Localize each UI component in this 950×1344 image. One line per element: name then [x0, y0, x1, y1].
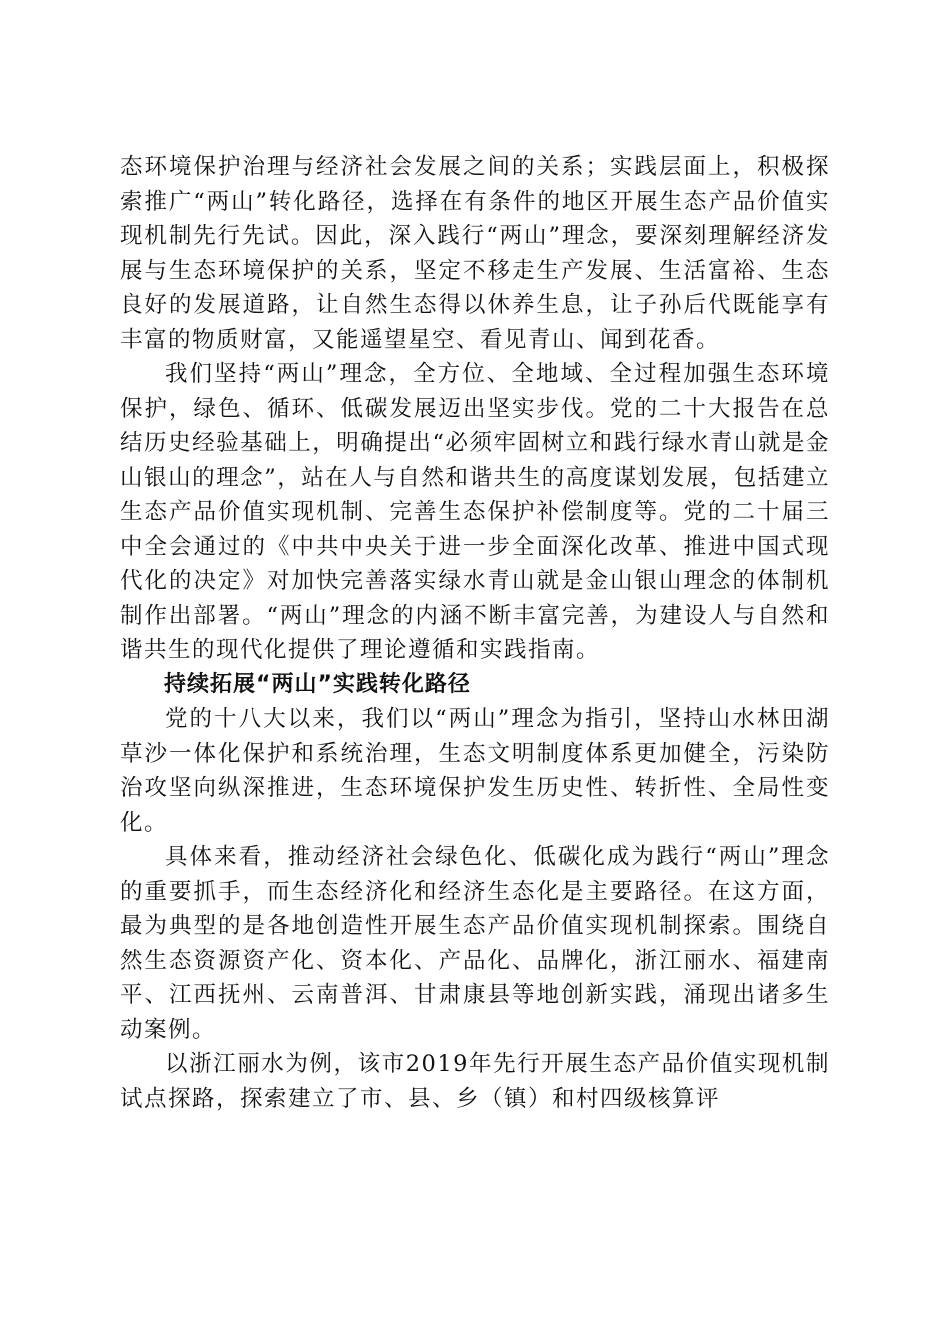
paragraph-specific-paths: 具体来看，推动经济社会绿色化、低碳化成为践行“两山”理念的重要抓手，而生态经济化和经济生态化是主要路径。在这方面，最为典型的是各地创造性开展生态产品价值实现机制探索。围绕自然生态资源资产化、资本化、产品化、品牌化，浙江丽水、福建南平、江西抚州、云南普洱、甘肃康县等地创新实践，涌现出诸多生动案例。 — [120, 844, 830, 1043]
document-page — [120, 150, 830, 1116]
paragraph-lishui-example: 以浙江丽水为例，该市2019年先行开展生态产品价值实现机制试点探路，探索建立了市、县、乡（镇）和村四级核算评 — [120, 1051, 830, 1112]
section-heading: 持续拓展“两山”实践转化路径 — [164, 671, 471, 697]
paragraph-continuation: 态环境保护治理与经济社会发展之间的关系；实践层面上，积极探索推广“两山”转化路径，选择在有条件的地区开展生态产品价值实现机制先行先试。因此，深入践行“两山”理念，要深刻理解经济发展与生态环境保护的关系，坚定不移走生产发展、生活富裕、生态良好的发展道路，让自然生态得以休养生息，让子孙后代既能享有丰富的物质财富，又能遥望星空、看见青山、闻到花香。 — [120, 154, 830, 353]
paragraph-two-mountains-concept: 我们坚持“两山”理念，全方位、全地域、全过程加强生态环境保护，绿色、循环、低碳发展迈出坚实步伐。党的二十大报告在总结历史经验基础上，明确提出“必须牢固树立和践行绿水青山就是金山银山的理念”，站在人与自然和谐共生的高度谋划发展，包括建立生态产品价值实现机制、完善生态保护补偿制度等。党的二十届三中全会通过的《中共中央关于进一步全面深化改革、推进中国式现代化的决定》对加快完善落实绿水青山就是金山银山理念的体制机制作出部署。“两山”理念的内涵不断丰富完善，为建设人与自然和谐共生的现代化提供了理论遵循和实践指南。 — [120, 361, 830, 663]
paragraph-since-18th-congress: 党的十八大以来，我们以“两山”理念为指引，坚持山水林田湖草沙一体化保护和系统治理，生态文明制度体系更加健全，污染防治攻坚向纵深推进，生态环境保护发生历史性、转折性、全局性变化。 — [120, 706, 830, 836]
